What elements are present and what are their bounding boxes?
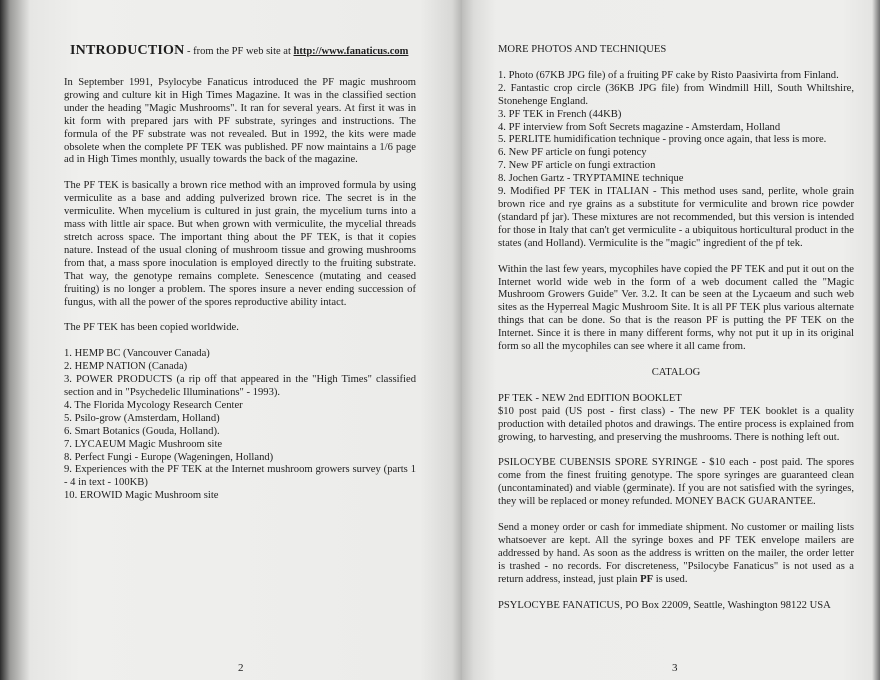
- list-item: 4. The Florida Mycology Research Center: [64, 399, 243, 411]
- left-page-content: [64, 44, 416, 503]
- list-item: 2. HEMP NATION (Canada): [64, 361, 188, 373]
- copies-list: [64, 348, 416, 503]
- list-item: 1. HEMP BC (Vancouver Canada): [64, 348, 210, 360]
- pf-bold-text: PF: [640, 573, 654, 585]
- list-item: 5. Psilo-grow (Amsterdam, Holland): [64, 412, 220, 424]
- list-item: 6. Smart Botanics (Gouda, Holland).: [64, 425, 220, 437]
- techniques-list: [498, 70, 854, 251]
- syringe-description: PSILOCYBE CUBENSIS SPORE SYRINGE - $10 each - post paid. The spores come from the finest fruiting genotype. The spore syringes are guaranteed clean (uncontaminated) and viable (germinate). If you are not satisfied with the syringes, they will be replaced or money refunded. MONEY BACK GUARANTEE.: [498, 457, 854, 508]
- order-text: Send a money order or cash for immediate shipment. No customer or mailing lists whatsoever are kept. All the syringe boxes and PF TEK envelope mailers are addressed by hand. As soon as the address is written on the mailer, the order letter is trashed - no records. For discreteness, "Psilocybe Fanaticus" is not used as a return address, instead, just plain: [498, 522, 854, 585]
- list-item: 7. New PF article on fungi extraction: [498, 160, 656, 172]
- list-item: 5. PERLITE humidification technique - proving once again, that less is more.: [498, 134, 827, 146]
- list-item: 8. Perfect Fungi - Europe (Wageningen, Holland): [64, 451, 274, 463]
- list-item: 2. Fantastic crop circle (36KB JPG file) from Windmill Hill, South Whiltshire, Stonehenge England.: [498, 82, 854, 107]
- right-page-content: [498, 44, 854, 613]
- list-item: 1. Photo (67KB JPG file) of a fruiting PF cake by Risto Paasivirta from Finland.: [498, 69, 839, 81]
- photos-heading: MORE PHOTOS AND TECHNIQUES: [498, 44, 667, 55]
- intro-paragraph-1: In September 1991, Psylocybe Fanaticus introduced the PF magic mushroom growing and culture kit in High Times Magazine. It was in the classified section under the heading "Magic Mushrooms". It ran for several years. At first it was in kit form with prepared jars with PF substrate, syringes and instructions. The formula of the PF substrate was not revealed. But in 1992, the kits were made obsolete when the complete PF TEK was published. PF now maintains a 1/6 page ad in High Times monthly, usually towards the back of the magazine.: [64, 77, 416, 166]
- list-item: 3. POWER PRODUCTS (a rip off that appeared in the "High Times" classified section and in "Psychedelic Illuminations" - 1993).: [64, 374, 416, 399]
- order-paragraph: [498, 522, 854, 587]
- catalog-title: CATALOG: [651, 366, 701, 378]
- list-item: 3. PF TEK in French (44KB): [498, 108, 622, 120]
- mailing-address: PSYLOCYBE FANATICUS, PO Box 22009, Seattle, Washington 98122 USA: [498, 599, 831, 611]
- introduction-heading: [70, 44, 416, 59]
- list-item: 7. LYCAEUM Magic Mushroom site: [64, 438, 223, 450]
- list-item: 10. EROWID Magic Mushroom site: [64, 490, 219, 502]
- page-number-left: 2: [238, 662, 244, 674]
- internet-paragraph: Within the last few years, mycophiles have copied the PF TEK and put it out on the Internet world wide web in the form of a web document called the "Magic Mushroom Growers Guide" Ver. 3.2. It can be seen at the Lycaeum and such web sites as the Hyperreal Magic Mushroom Site. It is all PF TEK plus various alternate things that can be done. So that is the reason PF is putting the PF TEK on the Internet. Since it is there in many different forms, why not put it up in its original form so all the mycophiles can see where it all came from.: [498, 263, 854, 353]
- intro-paragraph-3: The PF TEK has been copied worldwide.: [64, 322, 239, 334]
- booklet-description: $10 post paid (US post - first class) - The new PF TEK booklet is a quality production with detailed photos and drawings. The entire process is explained from growing, to harvesting, and preserving the mushrooms. There is nothing left out.: [498, 405, 854, 443]
- intro-paragraph-2: The PF TEK is basically a brown rice method with an improved formula by using vermiculite as a base and adding pulverized brown rice. The secret is in the vermiculite. When mycelium is cultured in just grain, the mycelium turns into a mass with little air space. But when grown with vermiculite, the mycelial threads stretch across space. The important thing about the PF TEK, is that it copies nature. Instead of the usual cloning of mushroom tissue and growing mushrooms from that, a mass spore inoculation is employed directly to the fruiting substrate. That way, the genotype remains complete. Senescence (mutating and ceased fruiting) is no longer a problem. The spores insure a never ending succession of fungus, with all the power of the spores reproductive ability intact.: [64, 180, 416, 308]
- page-number-right: 3: [672, 662, 678, 674]
- list-item: 8. Jochen Gartz - TRYPTAMINE technique: [498, 173, 684, 185]
- website-link[interactable]: http://www.fanaticus.com: [293, 46, 409, 57]
- list-item: 4. PF interview from Soft Secrets magazine - Amsterdam, Holland: [498, 121, 781, 133]
- list-item: 9. Modified PF TEK in ITALIAN - This method uses sand, perlite, whole grain brown rice and rye grains as a substitute for vermiculite and brown rice powder (standard pf jar). These mixtures are not recommended, but this version is intended for those in Italy that can't get vermiculite - a ubiquitous horticultural product in the states (and Holland). Vermiculite is the "magic" ingredient of the pf tek.: [498, 186, 854, 249]
- heading-source-text: - from the PF web site at: [184, 46, 294, 57]
- order-text-end: is used.: [653, 573, 688, 585]
- list-item: 9. Experiences with the PF TEK at the Internet mushroom growers survey (parts 1 - 4 in text - 100KB): [64, 464, 416, 489]
- list-item: 6. New PF article on fungi potency: [498, 147, 647, 159]
- booklet-title: PF TEK - NEW 2nd EDITION BOOKLET: [498, 392, 682, 404]
- introduction-title: INTRODUCTION: [70, 43, 185, 58]
